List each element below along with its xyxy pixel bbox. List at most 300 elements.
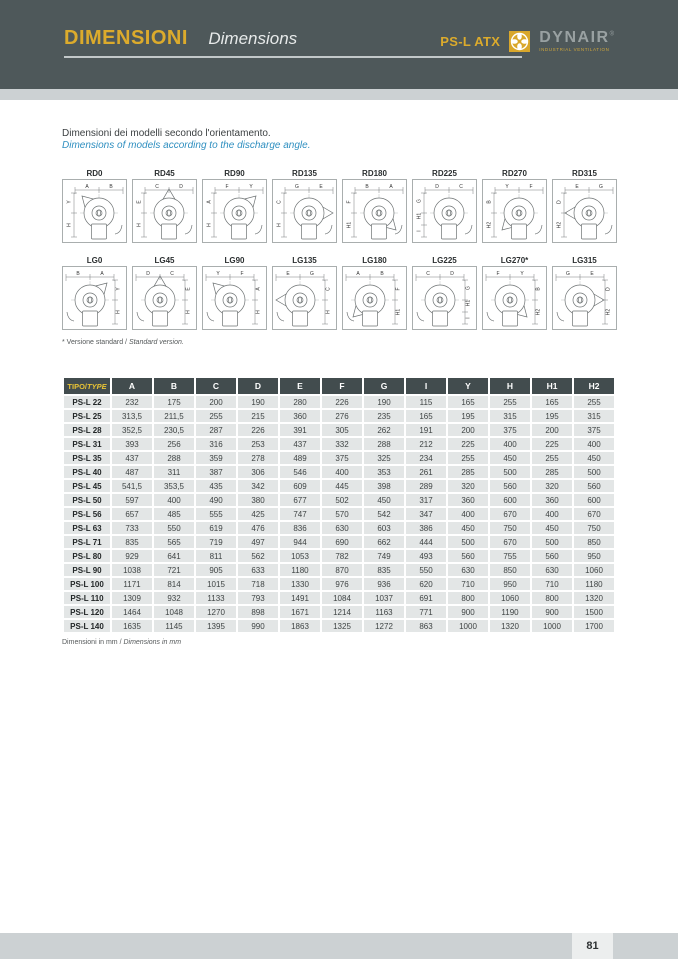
dimension-value: 1320 xyxy=(573,591,615,605)
dimension-value: 771 xyxy=(405,605,447,619)
svg-text:G: G xyxy=(310,271,314,277)
dimension-value: 435 xyxy=(195,479,237,493)
svg-text:G: G xyxy=(465,286,472,290)
column-header-e: E xyxy=(279,377,321,395)
fan-diagram-svg xyxy=(203,180,266,242)
column-header-b: B xyxy=(153,377,195,395)
svg-text:B: B xyxy=(380,271,384,277)
dimension-value: 898 xyxy=(237,605,279,619)
dimension-value: 560 xyxy=(531,549,573,563)
dimension-value: 550 xyxy=(405,563,447,577)
diagram-box xyxy=(132,266,197,330)
diagram-label: RD225 xyxy=(432,169,457,178)
dimension-value: 190 xyxy=(237,395,279,409)
dimension-value: 400 xyxy=(153,493,195,507)
diagram-label: RD315 xyxy=(572,169,597,178)
diagram-label: LG135 xyxy=(292,256,317,265)
column-header-a: A xyxy=(111,377,153,395)
dimension-value: 485 xyxy=(153,507,195,521)
fan-diagram-svg xyxy=(273,267,336,329)
dimension-value: 932 xyxy=(153,591,195,605)
diagram-label: RD180 xyxy=(362,169,387,178)
svg-text:C: C xyxy=(170,271,174,277)
dimension-value: 316 xyxy=(195,437,237,451)
svg-text:F: F xyxy=(225,184,229,190)
page-header-banner xyxy=(0,0,678,89)
svg-text:B: B xyxy=(535,287,542,291)
dimension-value: 232 xyxy=(111,395,153,409)
tipo-label: TIPO/ xyxy=(67,382,87,391)
diagram-box xyxy=(482,179,547,243)
dimension-value: 190 xyxy=(363,395,405,409)
svg-text:C: C xyxy=(325,287,332,291)
header-edge-band xyxy=(0,89,678,100)
svg-text:H: H xyxy=(325,310,332,314)
fan-diagram-svg xyxy=(133,180,196,242)
dimension-value: 1320 xyxy=(489,619,531,633)
dimension-value: 165 xyxy=(531,395,573,409)
dimension-value: 276 xyxy=(321,409,363,423)
dimension-value: 597 xyxy=(111,493,153,507)
svg-text:H1: H1 xyxy=(395,308,402,316)
dimension-value: 1171 xyxy=(111,577,153,591)
dimension-value: 211,5 xyxy=(153,409,195,423)
dimension-value: 380 xyxy=(237,493,279,507)
svg-text:E: E xyxy=(590,271,594,277)
dimension-value: 359 xyxy=(195,451,237,465)
table-row xyxy=(63,409,615,423)
dimension-value: 500 xyxy=(573,465,615,479)
svg-text:H2: H2 xyxy=(486,221,493,229)
title-italian: DIMENSIONI xyxy=(64,27,188,49)
dimension-value: 285 xyxy=(447,465,489,479)
svg-text:H: H xyxy=(66,223,73,227)
dimension-value: 550 xyxy=(153,521,195,535)
diagram-label: LG45 xyxy=(154,256,175,265)
dimension-value: 1180 xyxy=(573,577,615,591)
dimension-value: 1038 xyxy=(111,563,153,577)
svg-text:F: F xyxy=(529,184,533,190)
dimension-value: 560 xyxy=(447,549,489,563)
dimension-value: 1190 xyxy=(489,605,531,619)
brand-subtitle: INDUSTRIAL VENTILATION xyxy=(539,47,610,52)
dimension-value: 313,5 xyxy=(111,409,153,423)
dimension-value: 353,5 xyxy=(153,479,195,493)
dimension-value: 710 xyxy=(531,577,573,591)
table-row xyxy=(63,591,615,605)
dimension-value: 1048 xyxy=(153,605,195,619)
fan-diagram-rd135 xyxy=(272,168,337,243)
dimension-value: 352,5 xyxy=(111,423,153,437)
dimension-value: 288 xyxy=(153,451,195,465)
svg-text:I: I xyxy=(416,230,423,232)
dimensions-table-body xyxy=(63,395,615,633)
dimension-value: 555 xyxy=(195,507,237,521)
model-name: PS-L 50 xyxy=(63,493,111,507)
dimension-value: 603 xyxy=(363,521,405,535)
svg-text:D: D xyxy=(556,200,563,204)
fan-diagram-lg0 xyxy=(62,255,127,330)
dimension-value: 1395 xyxy=(195,619,237,633)
product-series-tag: PS-L ATX xyxy=(440,33,501,49)
dimension-value: 255 xyxy=(447,451,489,465)
diagram-box xyxy=(202,266,267,330)
dimension-value: 450 xyxy=(447,521,489,535)
svg-text:D: D xyxy=(179,184,183,190)
dimension-value: 1272 xyxy=(363,619,405,633)
model-name: PS-L 22 xyxy=(63,395,111,409)
dimension-value: 325 xyxy=(363,451,405,465)
dimension-value: 782 xyxy=(321,549,363,563)
brand-text xyxy=(539,30,614,53)
dimension-value: 400 xyxy=(531,507,573,521)
fan-diagram-rd90 xyxy=(202,168,267,243)
dimension-value: 360 xyxy=(279,409,321,423)
table-row xyxy=(63,395,615,409)
dimension-value: 1635 xyxy=(111,619,153,633)
dimension-value: 497 xyxy=(237,535,279,549)
dimension-value: 950 xyxy=(489,577,531,591)
model-name: PS-L 28 xyxy=(63,423,111,437)
dimension-value: 200 xyxy=(531,423,573,437)
dimension-value: 900 xyxy=(531,605,573,619)
svg-text:F: F xyxy=(395,287,402,291)
dimension-value: 710 xyxy=(447,577,489,591)
dimension-value: 670 xyxy=(489,507,531,521)
dimension-value: 500 xyxy=(531,535,573,549)
diagram-row xyxy=(62,255,616,330)
svg-text:D: D xyxy=(605,287,612,291)
svg-text:C: C xyxy=(276,200,283,204)
table-header-row xyxy=(63,377,615,395)
svg-text:H2: H2 xyxy=(535,308,542,316)
table-row xyxy=(63,619,615,633)
dimension-value: 542 xyxy=(363,507,405,521)
dimension-value: 1015 xyxy=(195,577,237,591)
diagram-box xyxy=(62,179,127,243)
column-header-g: G xyxy=(363,377,405,395)
svg-text:E: E xyxy=(185,287,192,291)
dimension-value: 425 xyxy=(237,507,279,521)
dimension-value: 450 xyxy=(363,493,405,507)
brand-block xyxy=(440,30,614,53)
dimension-value: 560 xyxy=(573,479,615,493)
dimension-value: 600 xyxy=(489,493,531,507)
svg-text:H: H xyxy=(255,310,262,314)
fan-diagram-rd225 xyxy=(412,168,477,243)
diagram-label: RD135 xyxy=(292,169,317,178)
table-row xyxy=(63,479,615,493)
dimension-value: 262 xyxy=(363,423,405,437)
dimension-value: 450 xyxy=(489,451,531,465)
fan-diagram-lg315 xyxy=(552,255,617,330)
dimension-value: 641 xyxy=(153,549,195,563)
dimension-value: 1145 xyxy=(153,619,195,633)
dimension-value: 195 xyxy=(531,409,573,423)
dimension-value: 285 xyxy=(531,465,573,479)
dimension-value: 278 xyxy=(237,451,279,465)
note-english: Standard version. xyxy=(128,339,184,346)
diagram-label: RD0 xyxy=(86,169,103,178)
dimension-value: 1053 xyxy=(279,549,321,563)
dimension-value: 1133 xyxy=(195,591,237,605)
svg-text:D: D xyxy=(146,271,150,277)
column-header-y: Y xyxy=(447,377,489,395)
svg-text:G: G xyxy=(599,184,603,190)
dimension-value: 630 xyxy=(447,563,489,577)
column-header-f: F xyxy=(321,377,363,395)
dimension-value: 863 xyxy=(405,619,447,633)
dimension-value: 502 xyxy=(321,493,363,507)
svg-text:H2: H2 xyxy=(556,221,563,229)
table-row xyxy=(63,577,615,591)
dimension-value: 289 xyxy=(405,479,447,493)
table-row xyxy=(63,493,615,507)
svg-text:A: A xyxy=(206,200,213,204)
dimension-value: 814 xyxy=(153,577,195,591)
svg-text:A: A xyxy=(85,184,89,190)
diagram-box xyxy=(342,179,407,243)
dimension-value: 115 xyxy=(405,395,447,409)
dimension-value: 212 xyxy=(405,437,447,451)
dimension-value: 437 xyxy=(279,437,321,451)
dimension-value: 1214 xyxy=(321,605,363,619)
svg-text:B: B xyxy=(76,271,80,277)
diagram-label: RD45 xyxy=(154,169,175,178)
svg-text:D: D xyxy=(435,184,439,190)
dimension-value: 400 xyxy=(573,437,615,451)
fan-diagram-lg90 xyxy=(202,255,267,330)
standard-version-note xyxy=(62,339,616,346)
dimension-value: 718 xyxy=(237,577,279,591)
dimension-value: 619 xyxy=(195,521,237,535)
dimension-value: 320 xyxy=(447,479,489,493)
dimension-value: 1863 xyxy=(279,619,321,633)
dimension-value: 261 xyxy=(405,465,447,479)
fan-diagram-lg225 xyxy=(412,255,477,330)
dimension-value: 360 xyxy=(447,493,489,507)
column-header-h: H xyxy=(489,377,531,395)
dimension-value: 630 xyxy=(531,563,573,577)
units-italian: Dimensioni in mm / xyxy=(62,639,124,646)
page-number-box xyxy=(572,933,613,959)
dimension-value: 755 xyxy=(489,549,531,563)
svg-text:H: H xyxy=(185,310,192,314)
dimension-value: 835 xyxy=(111,535,153,549)
dimension-value: 320 xyxy=(531,479,573,493)
dimension-value: 976 xyxy=(321,577,363,591)
dimension-value: 255 xyxy=(489,395,531,409)
dimension-value: 225 xyxy=(447,437,489,451)
dimension-value: 600 xyxy=(573,493,615,507)
footer-band xyxy=(0,933,678,959)
dimension-value: 1700 xyxy=(573,619,615,633)
fan-diagram-svg xyxy=(63,180,126,242)
dimension-value: 609 xyxy=(279,479,321,493)
dimension-value: 315 xyxy=(573,409,615,423)
dimension-value: 560 xyxy=(489,479,531,493)
diagram-box xyxy=(552,179,617,243)
page-title xyxy=(64,27,297,50)
dimension-value: 850 xyxy=(489,563,531,577)
svg-text:A: A xyxy=(389,184,393,190)
diagram-label: LG315 xyxy=(572,256,597,265)
dimension-value: 565 xyxy=(153,535,195,549)
note-italian: * Versione standard / xyxy=(62,339,129,346)
dimension-value: 1060 xyxy=(489,591,531,605)
fan-diagram-svg xyxy=(273,180,336,242)
units-english: Dimensions in mm xyxy=(123,639,182,646)
svg-text:A: A xyxy=(255,287,262,291)
fan-diagram-rd0 xyxy=(62,168,127,243)
model-name: PS-L 110 xyxy=(63,591,111,605)
dimension-value: 347 xyxy=(405,507,447,521)
diagram-box xyxy=(412,179,477,243)
dimension-value: 836 xyxy=(279,521,321,535)
fan-diagram-svg xyxy=(343,267,406,329)
fan-diagram-rd180 xyxy=(342,168,407,243)
dimension-value: 195 xyxy=(447,409,489,423)
dimension-value: 489 xyxy=(279,451,321,465)
dimension-value: 850 xyxy=(573,535,615,549)
units-note xyxy=(62,639,616,646)
dimension-value: 200 xyxy=(447,423,489,437)
dimension-value: 255 xyxy=(531,451,573,465)
diagram-box xyxy=(342,266,407,330)
dimension-value: 332 xyxy=(321,437,363,451)
fan-diagram-svg xyxy=(203,267,266,329)
dimension-value: 234 xyxy=(405,451,447,465)
model-name: PS-L 100 xyxy=(63,577,111,591)
dimensions-table-head xyxy=(63,377,615,395)
model-name: PS-L 120 xyxy=(63,605,111,619)
diagram-row xyxy=(62,168,616,243)
svg-text:G: G xyxy=(566,271,570,277)
dimension-value: 1671 xyxy=(279,605,321,619)
svg-text:A: A xyxy=(356,271,360,277)
svg-text:H2: H2 xyxy=(605,308,612,316)
model-name: PS-L 25 xyxy=(63,409,111,423)
dimension-value: 1491 xyxy=(279,591,321,605)
dimension-value: 398 xyxy=(363,479,405,493)
dimension-value: 287 xyxy=(195,423,237,437)
svg-text:B: B xyxy=(365,184,369,190)
dimension-value: 175 xyxy=(153,395,195,409)
diagram-box xyxy=(412,266,477,330)
dimension-value: 230,5 xyxy=(153,423,195,437)
page-content xyxy=(62,128,616,646)
fan-diagram-lg180 xyxy=(342,255,407,330)
dimension-value: 476 xyxy=(237,521,279,535)
dimension-value: 1037 xyxy=(363,591,405,605)
svg-text:H: H xyxy=(276,223,283,227)
dimension-value: 750 xyxy=(573,521,615,535)
svg-text:C: C xyxy=(459,184,463,190)
type-label: TYPE xyxy=(87,382,107,391)
dimension-value: 936 xyxy=(363,577,405,591)
dimension-value: 570 xyxy=(321,507,363,521)
svg-text:Y: Y xyxy=(115,287,122,291)
dimension-value: 386 xyxy=(405,521,447,535)
dimension-value: 387 xyxy=(195,465,237,479)
model-name: PS-L 56 xyxy=(63,507,111,521)
dimension-value: 353 xyxy=(363,465,405,479)
dimension-value: 200 xyxy=(195,395,237,409)
brand-name: DYNAIR xyxy=(539,29,610,46)
svg-text:Y: Y xyxy=(505,184,509,190)
fan-diagram-svg xyxy=(63,267,126,329)
dimension-value: 670 xyxy=(489,535,531,549)
svg-text:C: C xyxy=(426,271,430,277)
diagram-box xyxy=(62,266,127,330)
dimension-value: 487 xyxy=(111,465,153,479)
dimensions-table xyxy=(62,376,616,634)
dimension-value: 450 xyxy=(573,451,615,465)
dimension-value: 1060 xyxy=(573,563,615,577)
dimension-value: 450 xyxy=(531,521,573,535)
table-row xyxy=(63,535,615,549)
dimension-value: 657 xyxy=(111,507,153,521)
fan-diagram-svg xyxy=(133,267,196,329)
dimension-value: 800 xyxy=(531,591,573,605)
dimension-value: 633 xyxy=(237,563,279,577)
dimension-value: 255 xyxy=(195,409,237,423)
svg-text:B: B xyxy=(486,200,493,204)
dimension-value: 490 xyxy=(195,493,237,507)
diagram-label: LG90 xyxy=(224,256,245,265)
dimension-value: 733 xyxy=(111,521,153,535)
dimension-value: 630 xyxy=(321,521,363,535)
dimension-value: 493 xyxy=(405,549,447,563)
page-number: 81 xyxy=(586,940,599,952)
title-english: Dimensions xyxy=(208,29,298,48)
table-row xyxy=(63,521,615,535)
dimension-value: 500 xyxy=(489,465,531,479)
svg-text:G: G xyxy=(416,199,423,203)
svg-text:B: B xyxy=(109,184,113,190)
dimension-value: 391 xyxy=(279,423,321,437)
dimension-value: 793 xyxy=(237,591,279,605)
dimension-value: 226 xyxy=(237,423,279,437)
table-row xyxy=(63,423,615,437)
dimension-value: 1000 xyxy=(531,619,573,633)
model-name: PS-L 63 xyxy=(63,521,111,535)
dimension-value: 317 xyxy=(405,493,447,507)
svg-text:Y: Y xyxy=(520,271,524,277)
dynair-fan-logo-icon xyxy=(509,31,530,52)
fan-diagram-svg xyxy=(553,180,616,242)
dimension-value: 721 xyxy=(153,563,195,577)
svg-text:A: A xyxy=(100,271,104,277)
fan-diagram-svg xyxy=(553,267,616,329)
svg-text:E: E xyxy=(136,200,143,204)
diagram-box xyxy=(202,179,267,243)
dimension-value: 315 xyxy=(489,409,531,423)
dimension-value: 288 xyxy=(363,437,405,451)
diagram-box xyxy=(132,179,197,243)
svg-text:Y: Y xyxy=(216,271,220,277)
svg-text:F: F xyxy=(240,271,244,277)
dimension-value: 256 xyxy=(153,437,195,451)
diagram-grid xyxy=(62,168,616,330)
dimension-value: 929 xyxy=(111,549,153,563)
column-header-d: D xyxy=(237,377,279,395)
table-row xyxy=(63,451,615,465)
fan-diagram-svg xyxy=(343,180,406,242)
svg-text:Y: Y xyxy=(66,200,73,204)
table-row xyxy=(63,465,615,479)
svg-text:H1: H1 xyxy=(346,221,353,229)
